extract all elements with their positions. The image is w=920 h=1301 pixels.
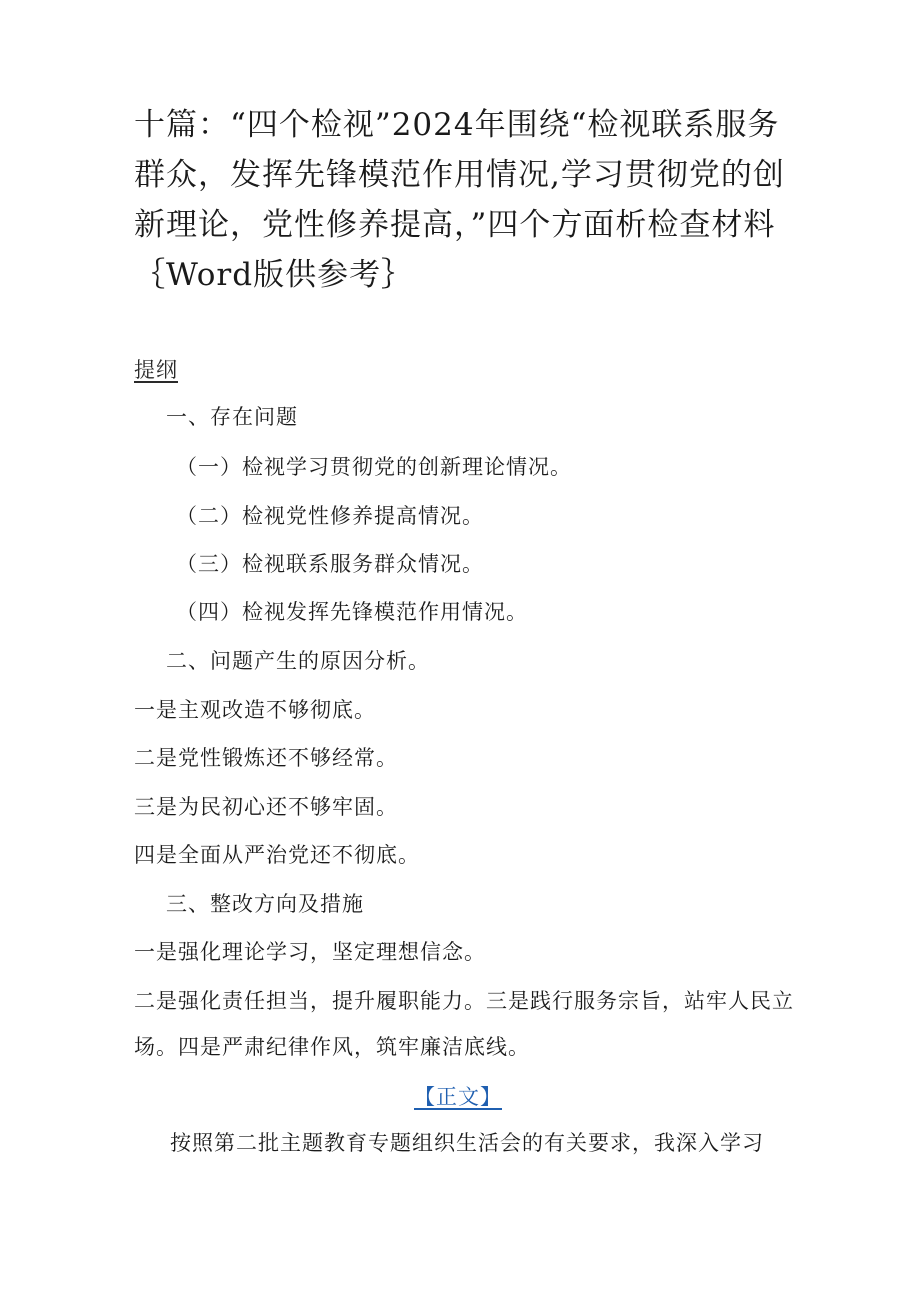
section1-item: （四）检视发挥先锋模范作用情况。 — [176, 600, 528, 624]
main-text-paragraph: 按照第二批主题教育专题组织生活会的有关要求，我深入学习 — [170, 1131, 764, 1155]
section2-item: 一是主观改造不够彻底。 — [134, 698, 376, 722]
section3-item: 一是强化理论学习，坚定理想信念。 — [134, 940, 486, 964]
section1-item: （三）检视联系服务群众情况。 — [176, 552, 484, 576]
section2-item: 三是为民初心还不够牢固。 — [134, 795, 398, 819]
outline-label: 提纲 — [134, 358, 178, 382]
section2-item: 四是全面从严治党还不彻底。 — [134, 843, 420, 867]
section2-heading: 二、问题产生的原因分析。 — [166, 649, 430, 673]
section1-heading: 一、存在问题 — [166, 405, 298, 429]
document-title: 十篇：“四个检视”2024年围绕“检视联系服务群众，发挥先锋模范作用情况,学习贯彻党的创新理论，党性修养提高，”四个方面析检查材料｛Word版供参考｝ — [134, 107, 785, 293]
section3-heading: 三、整改方向及措施 — [166, 892, 364, 916]
section1-item: （一）检视学习贯彻党的创新理论情况。 — [176, 455, 572, 479]
section2-item: 二是党性锻炼还不够经常。 — [134, 746, 398, 770]
section3-paragraph: 二是强化责任担当，提升履职能力。三是践行服务宗旨，站牢人民立场。四是严肃纪律作风，筑牢廉洁底线。 — [134, 989, 794, 1059]
main-text-label: 【正文】 — [414, 1085, 502, 1109]
section1-item: （二）检视党性修养提高情况。 — [176, 504, 484, 528]
